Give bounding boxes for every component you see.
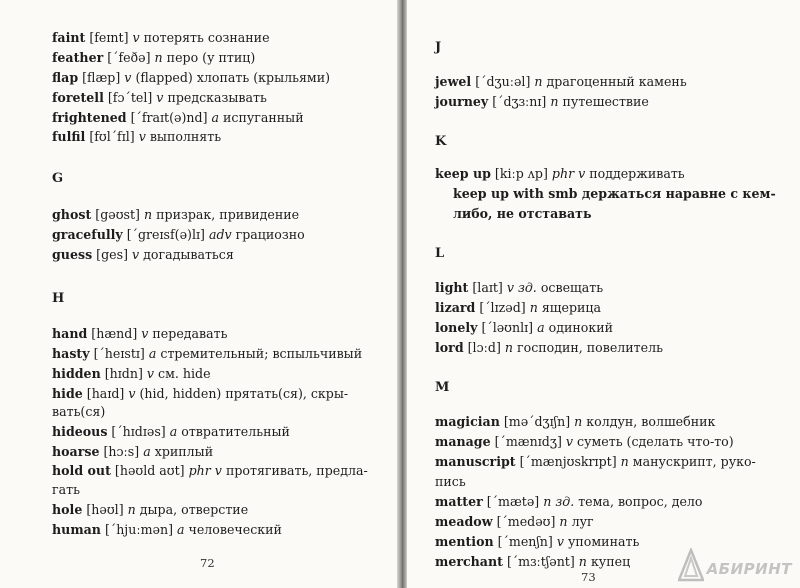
definition: отвратительный bbox=[181, 424, 290, 439]
part-of-speech: a bbox=[211, 110, 220, 125]
entry-continuation: гать bbox=[52, 482, 80, 497]
headword: merchant bbox=[435, 554, 503, 569]
section-letter: K bbox=[435, 134, 447, 149]
headword: hidden bbox=[52, 366, 101, 381]
headword: guess bbox=[52, 247, 93, 262]
part-of-speech: adv bbox=[208, 227, 232, 242]
definition: выполнять bbox=[149, 129, 222, 144]
sub-entry: либо, не отставать bbox=[453, 206, 592, 221]
definition: см. hide bbox=[158, 366, 211, 381]
headword: meadow bbox=[435, 514, 493, 529]
transcription: [´dʒɜːnɪ] bbox=[492, 94, 547, 109]
transcription: [´feðə] bbox=[107, 50, 151, 65]
part-of-speech: n bbox=[578, 554, 587, 569]
definition: драгоценный камень bbox=[546, 74, 687, 89]
transcription: [fʊl´fɪl] bbox=[89, 129, 135, 144]
transcription: [flæp] bbox=[82, 70, 121, 85]
glossary-entry bbox=[435, 280, 603, 296]
headword: hideous bbox=[52, 424, 108, 439]
definition: тема, вопрос, дело bbox=[578, 494, 703, 509]
glossary-entry bbox=[435, 534, 639, 550]
definition: испуганный bbox=[223, 110, 304, 125]
headword: lord bbox=[435, 340, 464, 355]
definition: луг bbox=[571, 514, 594, 529]
glossary-entry bbox=[435, 94, 649, 110]
glossary-entry bbox=[435, 414, 715, 430]
section-letter: M bbox=[435, 380, 450, 395]
headword: magician bbox=[435, 414, 500, 429]
glossary-entry bbox=[52, 346, 362, 362]
definition: потерять сознание bbox=[143, 30, 270, 45]
part-of-speech: a bbox=[169, 424, 178, 439]
definition: купец bbox=[590, 554, 631, 569]
part-of-speech: n bbox=[574, 414, 583, 429]
headword: keep up bbox=[435, 166, 491, 181]
part-of-speech: a bbox=[537, 320, 545, 335]
headword: lonely bbox=[435, 320, 478, 335]
section-letter: J bbox=[435, 40, 442, 55]
headword: faint bbox=[52, 30, 86, 45]
entry-continuation: вать(ся) bbox=[52, 404, 106, 419]
definition: протягивать, предла- bbox=[225, 463, 368, 478]
page-number-left: 72 bbox=[200, 556, 215, 570]
headword: journey bbox=[435, 94, 489, 109]
glossary-entry bbox=[435, 454, 756, 470]
definition: предсказывать bbox=[167, 90, 267, 105]
glossary-entry bbox=[435, 554, 630, 570]
section-letter: L bbox=[435, 246, 445, 261]
headword: hasty bbox=[52, 346, 90, 361]
part-of-speech: a bbox=[177, 522, 185, 537]
glossary-entry bbox=[52, 463, 368, 479]
definition: путешествие bbox=[562, 94, 649, 109]
labyrinth-mark-icon bbox=[678, 548, 704, 582]
glossary-entry bbox=[52, 30, 270, 46]
transcription: [haɪd] bbox=[86, 386, 125, 401]
definition: упоминать bbox=[568, 534, 640, 549]
part-of-speech: n bbox=[154, 50, 163, 65]
glossary-entry bbox=[52, 207, 299, 223]
transcription: [´mænɪdʒ] bbox=[494, 434, 562, 449]
part-of-speech: phr v bbox=[551, 166, 586, 181]
headword: fulfil bbox=[52, 129, 86, 144]
transcription: [´mætə] bbox=[486, 494, 540, 509]
headword: lizard bbox=[435, 300, 476, 315]
transcription: [´greɪsf(ə)lɪ] bbox=[126, 227, 205, 242]
definition: манускрипт, руко- bbox=[632, 454, 756, 469]
part-of-speech: v зд. bbox=[506, 280, 537, 295]
glossary-entry bbox=[52, 247, 234, 263]
transcription: [həʊl] bbox=[86, 502, 124, 517]
part-of-speech: v bbox=[124, 70, 132, 85]
headword: hide bbox=[52, 386, 83, 401]
definition: человеческий bbox=[188, 522, 282, 537]
glossary-entry bbox=[435, 320, 613, 336]
glossary-entry bbox=[435, 340, 663, 356]
definition: призрак, привидение bbox=[156, 207, 300, 222]
glossary-entry bbox=[52, 129, 221, 145]
glossary-entry bbox=[52, 90, 267, 106]
part-of-speech: n bbox=[534, 74, 543, 89]
transcription: [ges] bbox=[96, 247, 128, 262]
part-of-speech: v bbox=[156, 90, 164, 105]
transcription: [´ləʊnlɪ] bbox=[481, 320, 534, 335]
transcription: [gəʊst] bbox=[95, 207, 140, 222]
definition: господин, повелитель bbox=[517, 340, 663, 355]
glossary-entry bbox=[52, 424, 290, 440]
glossary-entry bbox=[435, 434, 734, 450]
transcription: [feɪnt] bbox=[89, 30, 129, 45]
transcription: [´heɪstɪ] bbox=[93, 346, 145, 361]
definition: (hid, hidden) прятать(ся), скры- bbox=[139, 386, 349, 401]
definition: передавать bbox=[152, 326, 228, 341]
transcription: [hɪdn] bbox=[104, 366, 143, 381]
transcription: [´menʃn] bbox=[497, 534, 553, 549]
headword: flap bbox=[52, 70, 79, 85]
definition: стремительный; вспыльчивый bbox=[160, 346, 363, 361]
definition: колдун, волшебник bbox=[586, 414, 716, 429]
headword: frightened bbox=[52, 110, 127, 125]
headword: foretell bbox=[52, 90, 104, 105]
headword: manage bbox=[435, 434, 491, 449]
section-letter: G bbox=[52, 171, 64, 186]
part-of-speech: a bbox=[143, 444, 151, 459]
glossary-entry bbox=[52, 110, 304, 126]
headword: jewel bbox=[435, 74, 472, 89]
transcription: [´dʒuːəl] bbox=[475, 74, 531, 89]
definition: ящерица bbox=[541, 300, 602, 315]
transcription: [´mænjʊskrɪpt] bbox=[519, 454, 617, 469]
part-of-speech: v bbox=[556, 534, 564, 549]
definition: дыра, отверстие bbox=[139, 502, 249, 517]
definition: поддерживать bbox=[589, 166, 685, 181]
definition: догадываться bbox=[143, 247, 234, 262]
transcription: [lɔːd] bbox=[467, 340, 501, 355]
definition: (flapped) хлопать (крыльями) bbox=[135, 70, 331, 85]
glossary-entry bbox=[52, 70, 330, 86]
part-of-speech: phr v bbox=[188, 463, 222, 478]
headword: hole bbox=[52, 502, 83, 517]
transcription: [hænd] bbox=[91, 326, 138, 341]
part-of-speech: n bbox=[504, 340, 513, 355]
part-of-speech: a bbox=[148, 346, 157, 361]
definition: грациозно bbox=[235, 227, 305, 242]
transcription: [laɪt] bbox=[472, 280, 503, 295]
part-of-speech: v bbox=[138, 129, 146, 144]
glossary-entry bbox=[52, 50, 255, 66]
transcription: [həʊld aʊt] bbox=[114, 463, 185, 478]
part-of-speech: n зд. bbox=[543, 494, 575, 509]
definition: перо (у птиц) bbox=[166, 50, 256, 65]
part-of-speech: v bbox=[128, 386, 136, 401]
part-of-speech: v bbox=[132, 247, 140, 262]
headword: ghost bbox=[52, 207, 92, 222]
section-letter: H bbox=[52, 291, 65, 306]
book-spine bbox=[397, 0, 407, 588]
glossary-entry bbox=[435, 494, 703, 510]
glossary-entry bbox=[52, 227, 305, 243]
part-of-speech: n bbox=[620, 454, 629, 469]
definition: хриплый bbox=[154, 444, 214, 459]
part-of-speech: v bbox=[141, 326, 149, 341]
headword: feather bbox=[52, 50, 104, 65]
watermark-text: АБИРИНТ bbox=[706, 560, 792, 578]
glossary-entry bbox=[52, 522, 282, 538]
glossary-entry bbox=[52, 366, 211, 382]
sub-entry: keep up with smb держаться наравне с кем- bbox=[453, 186, 776, 201]
part-of-speech: n bbox=[559, 514, 568, 529]
headword: gracefully bbox=[52, 227, 123, 242]
headword: hand bbox=[52, 326, 88, 341]
glossary-entry bbox=[52, 326, 227, 342]
entry-continuation: пись bbox=[435, 474, 466, 489]
part-of-speech: n bbox=[127, 502, 136, 517]
part-of-speech: v bbox=[146, 366, 155, 381]
headword: hoarse bbox=[52, 444, 100, 459]
glossary-entry bbox=[435, 74, 687, 90]
transcription: [fɔ´tel] bbox=[107, 90, 153, 105]
part-of-speech: v bbox=[565, 434, 573, 449]
definition: освещать bbox=[540, 280, 604, 295]
headword: mention bbox=[435, 534, 494, 549]
transcription: [kiːp ʌp] bbox=[494, 166, 548, 181]
definition: суметь (сделать что-то) bbox=[577, 434, 734, 449]
transcription: [´hɪdɪəs] bbox=[111, 424, 166, 439]
glossary-entry bbox=[435, 300, 601, 316]
glossary-entry bbox=[52, 386, 348, 402]
part-of-speech: n bbox=[144, 207, 153, 222]
glossary-entry bbox=[435, 514, 594, 530]
part-of-speech: v bbox=[132, 30, 140, 45]
definition: одинокий bbox=[548, 320, 613, 335]
headword: matter bbox=[435, 494, 483, 509]
headword: human bbox=[52, 522, 101, 537]
transcription: [´medəʊ] bbox=[496, 514, 556, 529]
transcription: [hɔːs] bbox=[103, 444, 140, 459]
headword: light bbox=[435, 280, 469, 295]
watermark bbox=[670, 548, 796, 584]
glossary-entry bbox=[52, 444, 213, 460]
right-page bbox=[407, 0, 800, 588]
headword: hold out bbox=[52, 463, 111, 478]
part-of-speech: n bbox=[550, 94, 559, 109]
transcription: [´hjuːmən] bbox=[104, 522, 173, 537]
headword: manuscript bbox=[435, 454, 516, 469]
glossary-entry bbox=[52, 502, 248, 518]
part-of-speech: n bbox=[529, 300, 538, 315]
transcription: [´mɜːtʃənt] bbox=[506, 554, 575, 569]
transcription: [´lɪzəd] bbox=[479, 300, 526, 315]
transcription: [mə´dʒɪʃn] bbox=[503, 414, 571, 429]
transcription: [´fraɪt(ə)nd] bbox=[130, 110, 208, 125]
left-page bbox=[0, 0, 397, 588]
page-number-right: 73 bbox=[581, 570, 596, 584]
glossary-entry bbox=[435, 166, 685, 182]
